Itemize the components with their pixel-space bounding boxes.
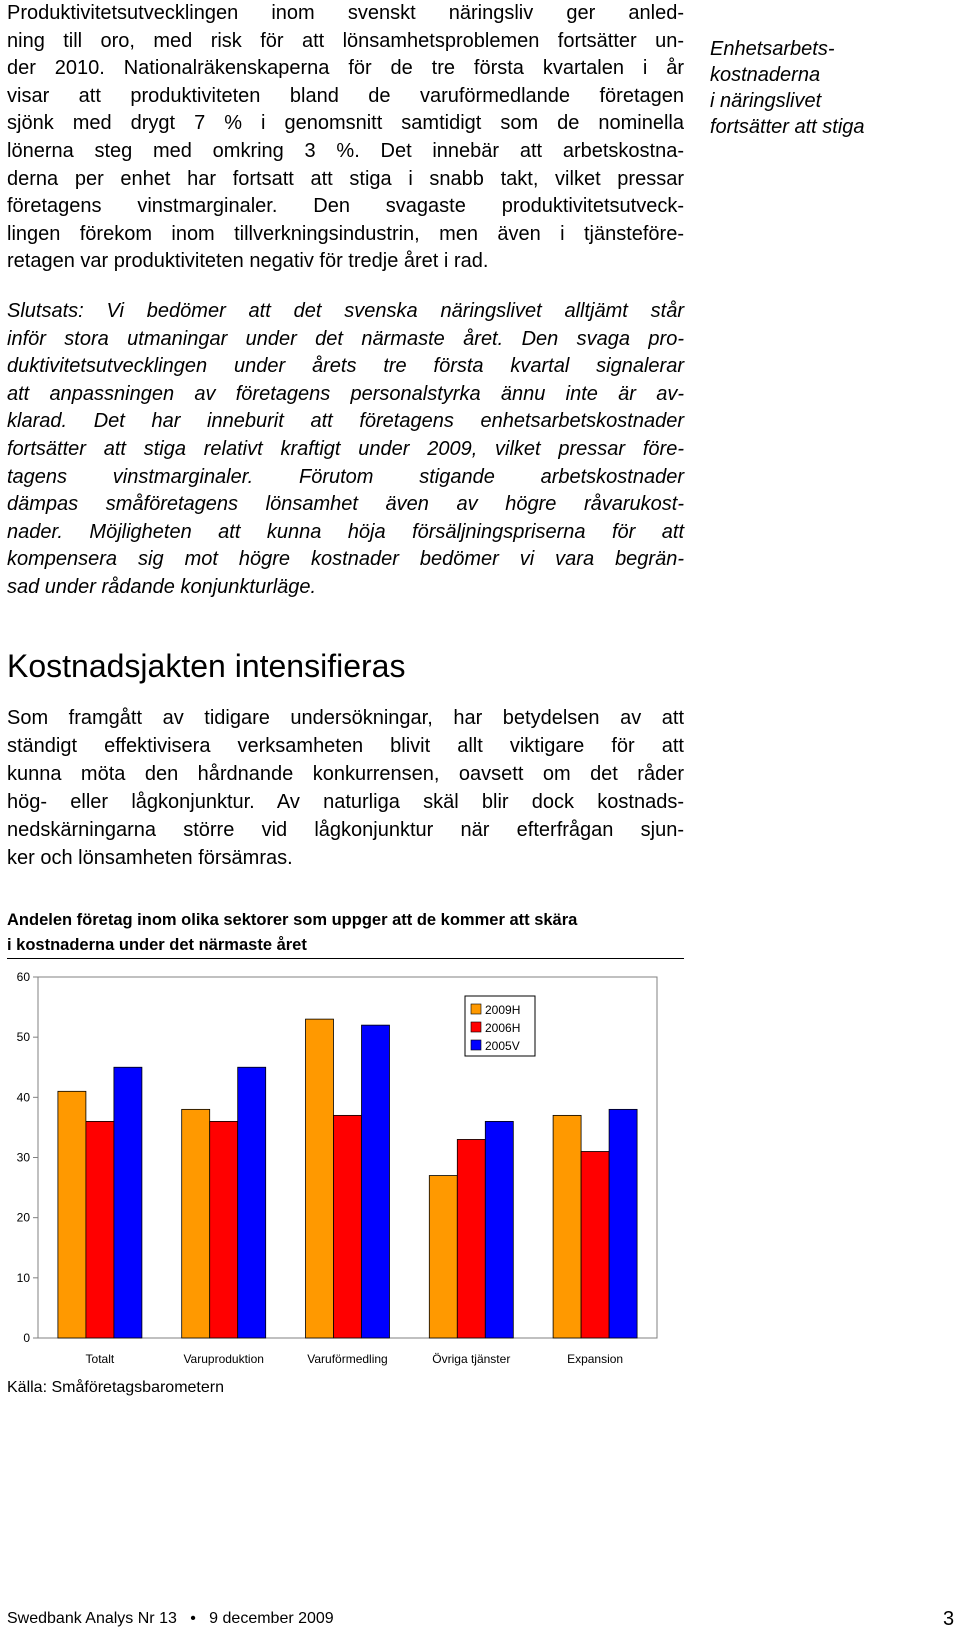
bar: [485, 1121, 513, 1338]
page-footer: [7, 1610, 334, 1628]
text-line: sjönk med drygt 7 % i genomsnitt samtidigt som de nominella: [7, 112, 684, 135]
y-tick-label: 30: [16, 1150, 30, 1165]
x-tick-label: Expansion: [567, 1352, 624, 1366]
text-line: derna per enhet har fortsatt att stiga i snabb takt, vilket pressar: [7, 167, 684, 190]
x-tick-label: Totalt: [85, 1352, 115, 1366]
sidebar-note-line: kostnaderna: [710, 64, 821, 86]
text-line: kunna möta den hårdnande konkurrensen, oavsett om det råder: [7, 763, 684, 785]
bar: [86, 1121, 114, 1338]
text-line: duktivitetsutvecklingen under årets tre första kvartal signalerar: [7, 355, 684, 378]
section-paragraph: [7, 704, 684, 872]
bar: [334, 1115, 362, 1338]
text-line: retagen var produktiviteten negativ för tredje året i rad.: [7, 250, 489, 273]
legend-label: 2009H: [485, 1003, 521, 1017]
legend-swatch: [471, 1004, 481, 1014]
bar: [609, 1109, 637, 1338]
bar: [362, 1025, 390, 1338]
chart-title-rule: [7, 958, 684, 959]
text-line: ker och lönsamheten försämras.: [7, 847, 293, 869]
text-line: klarad. Det har inneburit att företagens enhetsarbetskostnader: [7, 410, 684, 433]
conclusion-paragraph: [7, 298, 684, 602]
bar: [429, 1176, 457, 1338]
text-line: nedskärningarna större vid lågkonjunktur när efterfrågan sjun-: [7, 819, 684, 841]
text-line: der 2010. Nationalräkenskaperna för de tre första kvartalen i år: [7, 57, 684, 80]
section-heading: Kostnadsjakten intensifieras: [7, 648, 406, 684]
x-tick-label: Varuförmedling: [307, 1352, 388, 1366]
chart-title-line: i kostnaderna under det närmaste året: [7, 936, 307, 954]
bar: [306, 1019, 334, 1338]
footer-separator: •: [190, 1610, 196, 1627]
legend-swatch: [471, 1022, 481, 1032]
text-line: kompensera sig mot högre kostnader bedömer vi vara begrän-: [7, 548, 684, 571]
text-line: inför stora utmaningar under det närmaste året. Den svaga pro-: [7, 327, 684, 350]
legend-label: 2006H: [485, 1021, 521, 1035]
text-line: dämpas småföretagens lönsamhet även av högre råvarukost-: [7, 493, 684, 516]
bar: [238, 1067, 266, 1338]
text-line: Som framgått av tidigare undersökningar, har betydelsen av att: [7, 707, 684, 729]
bar: [553, 1115, 581, 1338]
sidebar-note: [710, 36, 950, 140]
text-line: lingen förekom inom tillverkningsindustrin, men även i tjänsteföre-: [7, 222, 684, 245]
bar: [58, 1091, 86, 1338]
text-line: Produktivitetsutvecklingen inom svenskt näringsliv ger anled-: [7, 2, 684, 24]
text-line: att anpassningen av företagens personalstyrka ännu inte är av-: [7, 382, 684, 405]
legend-label: 2005V: [485, 1039, 520, 1053]
text-line: sad under rådande konjunkturläge.: [7, 575, 317, 598]
bar: [581, 1151, 609, 1338]
y-tick-label: 10: [16, 1270, 30, 1285]
y-tick-label: 50: [16, 1030, 30, 1045]
y-tick-label: 60: [16, 970, 30, 984]
y-tick-label: 0: [23, 1331, 30, 1345]
bar: [182, 1109, 210, 1338]
text-line: visar att produktiviteten bland de varuförmedlande företagen: [7, 84, 684, 107]
text-line: tagens vinstmarginaler. Förutom stigande arbetskostnader: [7, 465, 684, 488]
footer-publication: Swedbank Analys Nr 13: [7, 1610, 177, 1627]
text-line: företagens vinstmarginaler. Den svagaste produktivitetsutveck-: [7, 195, 684, 218]
text-line: Slutsats: Vi bedömer att det svenska näringslivet alltjämt står: [7, 300, 684, 322]
bar-chart: [0, 960, 690, 1370]
bar: [457, 1139, 485, 1338]
page-number: 3: [943, 1608, 955, 1630]
y-tick-label: 20: [16, 1210, 30, 1225]
chart-title: [7, 908, 682, 958]
chart-title-line: Andelen företag inom olika sektorer som uppger att de kommer att skära: [7, 911, 578, 929]
sidebar-note-line: fortsätter att stiga: [710, 116, 865, 138]
sidebar-note-line: i näringslivet: [710, 90, 822, 112]
text-line: nader. Möjligheten att kunna höja försäljningspriserna för att: [7, 520, 684, 543]
y-tick-label: 40: [16, 1090, 30, 1105]
x-tick-label: Varuproduktion: [183, 1352, 264, 1366]
bar: [114, 1067, 142, 1338]
text-line: lönerna steg med omkring 3 %. Det innebär att arbetskostna-: [7, 139, 684, 162]
footer-date: 9 december 2009: [209, 1610, 334, 1627]
intro-paragraph: [7, 0, 684, 276]
bar: [210, 1121, 238, 1338]
legend-swatch: [471, 1040, 481, 1050]
x-tick-label: Övriga tjänster: [432, 1352, 511, 1366]
chart-source: Källa: Småföretagsbarometern: [7, 1379, 224, 1396]
text-line: hög- eller lågkonjunktur. Av naturliga skäl blir dock kostnads-: [7, 791, 684, 813]
text-line: fortsätter att stiga relativt kraftigt under 2009, vilket pressar före-: [7, 437, 684, 460]
text-line: ständigt effektivisera verksamheten blivit allt viktigare för att: [7, 735, 684, 757]
text-line: ning till oro, med risk för att lönsamhetsproblemen fortsätter un-: [7, 29, 684, 52]
sidebar-note-line: Enhetsarbets-: [710, 38, 835, 60]
